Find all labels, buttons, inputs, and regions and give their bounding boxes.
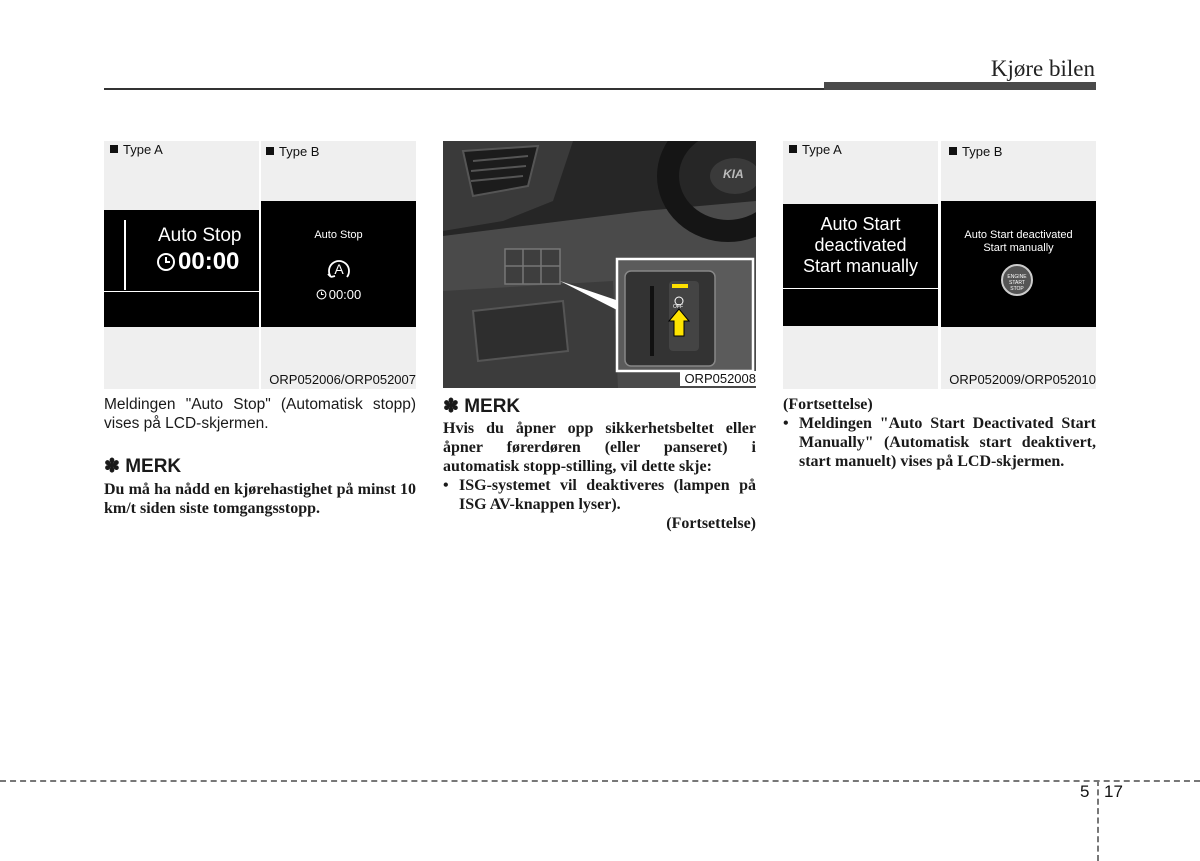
square-bullet-icon	[266, 147, 274, 155]
lcd-screen-type-a	[104, 210, 259, 327]
note-text: Du må ha nådd en kjørehastighet på minst 10 km/t siden siste tomgangsstopp.	[104, 481, 416, 517]
square-bullet-icon	[949, 147, 957, 155]
note-text: Hvis du åpner opp sikkerhetsbeltet eller åpner førerdøren (eller panseret) i automatisk stopp-stilling, vil dette skje:	[443, 420, 756, 475]
footer-divider	[1097, 780, 1099, 861]
type-a-label: Type A	[789, 142, 842, 157]
auto-start-message: Auto Start deactivated Start manually	[802, 214, 919, 276]
bullet-dot: •	[783, 415, 789, 432]
figure-code: ORP052009/ORP052010	[949, 372, 1096, 387]
type-a-label: Type A	[110, 142, 163, 157]
type-b-label: Type B	[949, 144, 1002, 159]
figure-auto-start-type-b	[941, 141, 1096, 389]
lcd-screen-type-b	[261, 201, 416, 327]
auto-stop-timer-b: 00:00	[261, 287, 416, 302]
note-heading: ✽ MERK	[104, 456, 182, 477]
continued-label: (Fortsettelse)	[666, 515, 756, 532]
screen-separator	[104, 291, 259, 292]
body-text-auto-stop: Meldingen "Auto Stop" (Automatisk stopp) vises på LCD-skjermen.	[104, 396, 416, 432]
type-b-label: Type B	[266, 144, 319, 159]
figure-code: ORP052006/ORP052007	[269, 372, 416, 387]
header-rule-accent	[824, 82, 1096, 90]
square-bullet-icon	[110, 145, 118, 153]
figure-auto-start-type-a	[783, 141, 938, 389]
kia-logo: KIA	[723, 167, 744, 181]
screen-divider	[124, 220, 126, 290]
note-symbol: ✽	[443, 396, 459, 417]
auto-start-message-b: Auto Start deactivated Start manually	[964, 229, 1073, 254]
engine-start-stop-button-icon: ENGINE START STOP	[1001, 264, 1033, 296]
note-symbol: ✽	[104, 456, 120, 477]
figure-auto-stop-type-b	[261, 141, 416, 389]
clock-icon	[156, 252, 176, 272]
figure-isg-button-photo	[443, 141, 756, 388]
square-bullet-icon	[789, 145, 797, 153]
page-number: 17	[1104, 782, 1123, 801]
figure-code: ORP052008	[680, 371, 756, 386]
page-header-title: Kjøre bilen	[990, 56, 1095, 81]
screen-separator	[783, 288, 938, 289]
note-bullet: • ISG-systemet vil deaktiveres (lampen på ISG AV-knappen lyser).	[443, 477, 756, 513]
continued-label: (Fortsettelse)	[783, 396, 873, 413]
auto-stop-title: Auto Stop	[158, 225, 242, 246]
dashboard-illustration	[443, 141, 756, 388]
auto-stop-title-b: Auto Stop	[314, 229, 363, 241]
auto-stop-timer: 00:00	[156, 248, 239, 276]
lcd-screen-type-a	[783, 204, 938, 326]
chapter-number: 5	[1080, 782, 1090, 801]
clock-icon	[316, 289, 327, 300]
note-heading: ✽ MERK	[443, 396, 521, 417]
lcd-screen-type-b	[941, 201, 1096, 327]
off-label: OFF	[673, 304, 683, 310]
body-bullet: • Meldingen "Auto Start Deactivated Start Manually" (Automatisk start deaktivert, start manuelt) vises på LCD-skjermen.	[783, 415, 1096, 470]
figure-auto-stop-type-a	[104, 141, 259, 389]
bullet-dot: •	[443, 477, 449, 494]
footer-rule	[0, 780, 1200, 782]
auto-stop-icon-letter: A	[334, 261, 344, 277]
